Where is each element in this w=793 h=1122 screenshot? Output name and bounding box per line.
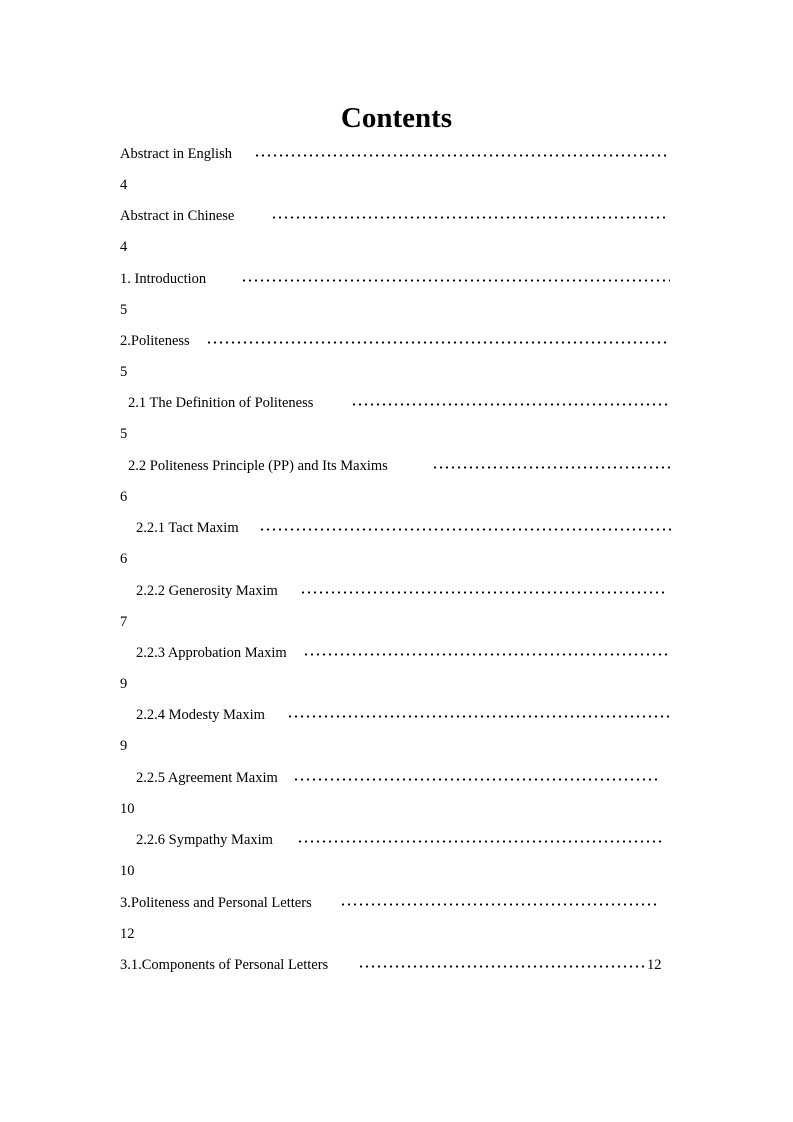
toc-entry[interactable] <box>120 517 680 539</box>
toc-entry-label: 3.1.Components of Personal Letters <box>120 957 329 973</box>
toc-page-number: 6 <box>120 551 128 567</box>
toc-entry-label: Abstract in English <box>120 146 232 162</box>
toc-entry-label: 2.2.1 Tact Maxim <box>136 520 239 536</box>
dot-leader <box>303 653 669 656</box>
toc-entry-label: 2.2.6 Sympathy Maxim <box>136 832 273 848</box>
toc-entry-label: 2.2.4 Modesty Maxim <box>136 707 265 723</box>
dot-leader <box>358 965 646 968</box>
dot-leader <box>241 279 670 282</box>
dot-leader <box>293 778 661 781</box>
toc-entry-label: 3.Politeness and Personal Letters <box>120 895 312 911</box>
toc-page-number: 12 <box>647 957 662 973</box>
toc-entry-label: Abstract in Chinese <box>120 208 235 224</box>
page-title: Contents <box>340 102 453 134</box>
toc-page-number: 7 <box>120 614 128 630</box>
toc-entry[interactable] <box>120 892 680 914</box>
toc-page-number: 10 <box>120 863 135 879</box>
toc-entry-label: 1. Introduction <box>120 271 207 287</box>
toc-page-number: 6 <box>120 489 128 505</box>
dot-leader <box>259 528 675 531</box>
dot-leader <box>340 903 659 906</box>
toc-page-number: 4 <box>120 177 128 193</box>
toc-entry[interactable] <box>120 330 680 352</box>
toc-entry[interactable] <box>120 704 680 726</box>
toc-page-number: 12 <box>120 926 135 942</box>
toc-page-number: 5 <box>120 302 128 318</box>
toc-entry[interactable] <box>120 143 680 165</box>
dot-leader <box>287 715 669 718</box>
toc-page-number: 9 <box>120 676 128 692</box>
toc-page-number: 5 <box>120 426 128 442</box>
toc-page-number: 9 <box>120 738 128 754</box>
toc-entry[interactable] <box>120 954 680 976</box>
toc-page-number: 10 <box>120 801 135 817</box>
toc-entry[interactable] <box>120 455 680 477</box>
toc-entry[interactable] <box>120 767 680 789</box>
toc-entry[interactable] <box>120 268 680 290</box>
toc-entry[interactable] <box>120 829 680 851</box>
toc-entry-label: 2.2 Politeness Principle (PP) and Its Maxims <box>128 458 388 474</box>
toc-entry-label: 2.1 The Definition of Politeness <box>128 395 314 411</box>
toc-entry[interactable] <box>120 642 680 664</box>
toc-entry[interactable] <box>120 580 680 602</box>
dot-leader <box>271 216 669 219</box>
toc-page-number: 4 <box>120 239 128 255</box>
toc-entry-label: 2.2.5 Agreement Maxim <box>136 770 278 786</box>
toc-entry[interactable] <box>120 205 680 227</box>
toc-entry-label: 2.2.2 Generosity Maxim <box>136 583 278 599</box>
toc-entry[interactable] <box>120 392 680 414</box>
toc-entry-label: 2.Politeness <box>120 333 190 349</box>
dot-leader <box>300 591 668 594</box>
dot-leader <box>206 341 668 344</box>
toc-page-number: 5 <box>120 364 128 380</box>
dot-leader <box>254 154 668 157</box>
toc-entry-label: 2.2.3 Approbation Maxim <box>136 645 287 661</box>
dot-leader <box>297 840 663 843</box>
dot-leader <box>351 403 669 406</box>
dot-leader <box>432 466 670 469</box>
